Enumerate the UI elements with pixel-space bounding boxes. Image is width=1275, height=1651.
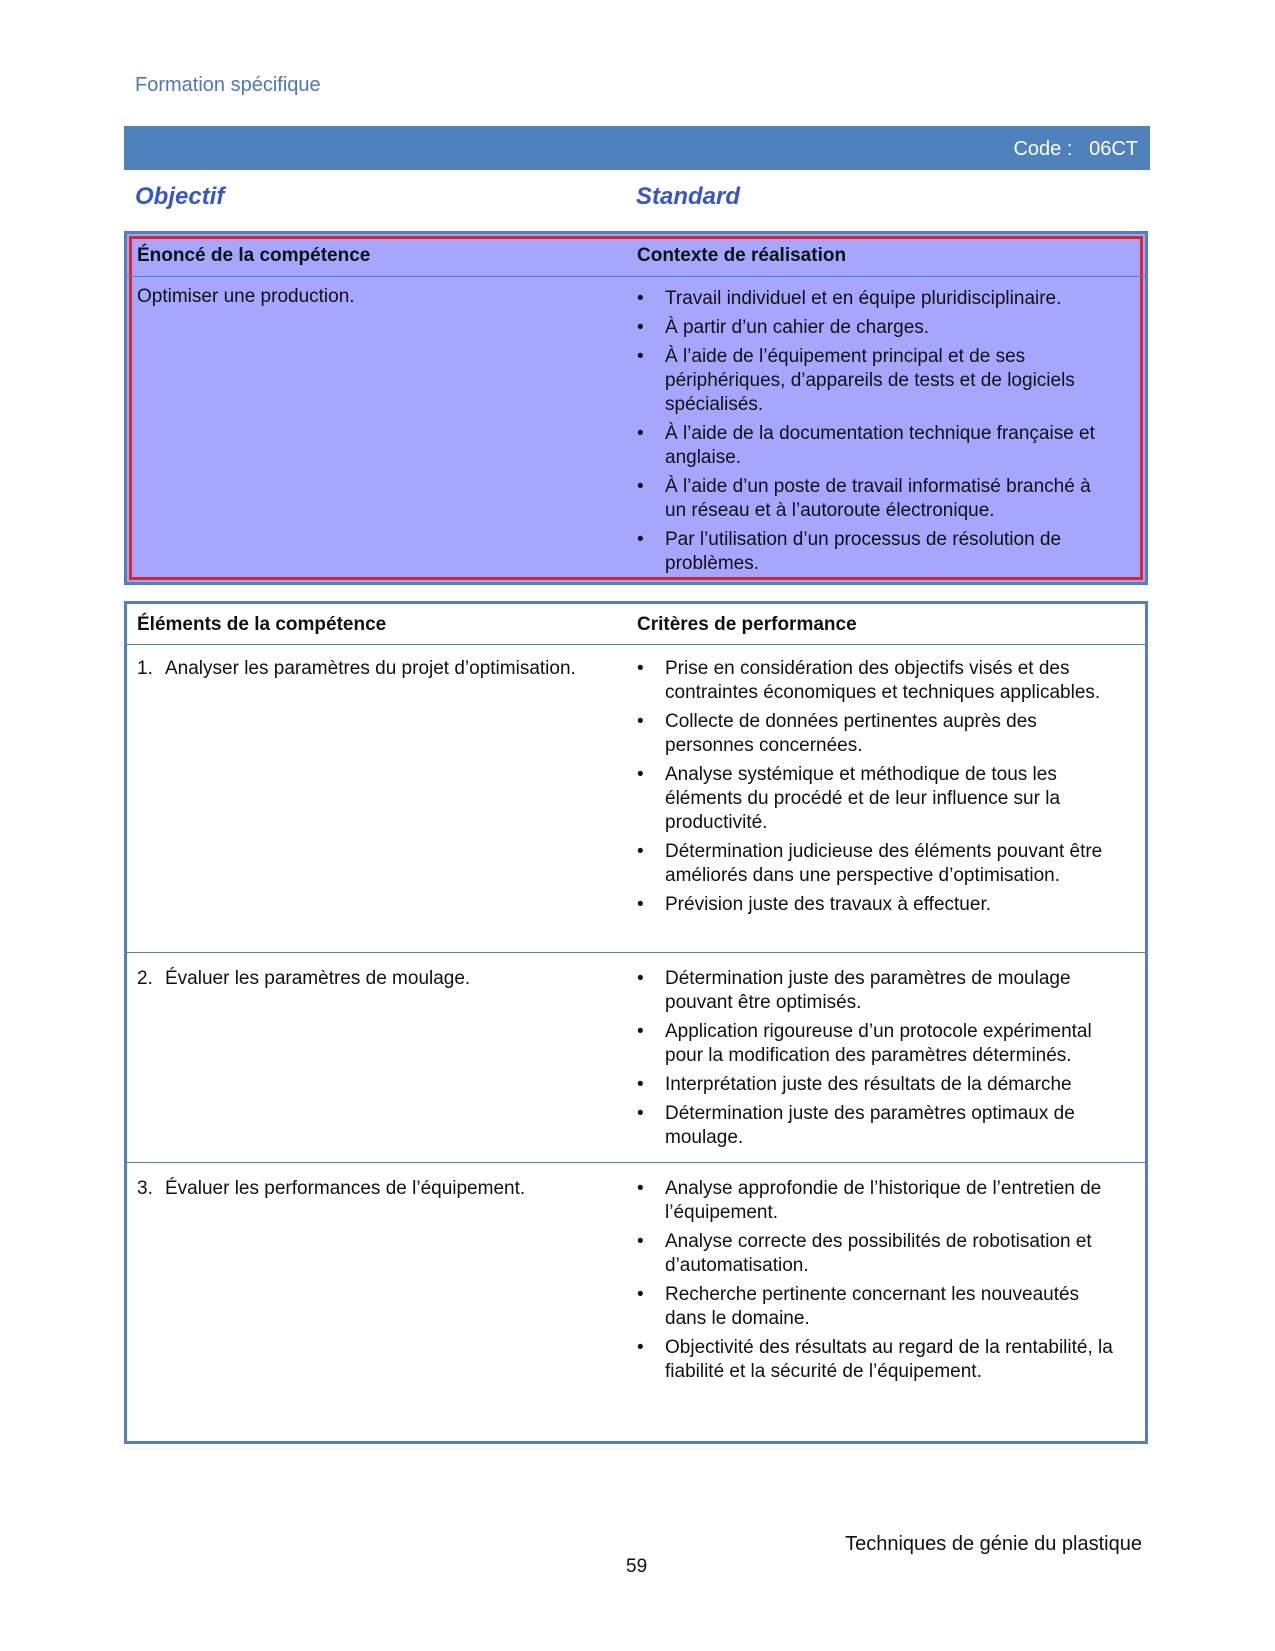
criteria-item: [637, 967, 1117, 1015]
criteria-item: [637, 710, 1117, 758]
criteria-text: Détermination juste des paramètres de moulage pouvant être optimisés.: [665, 968, 1071, 1013]
criteria-list: [637, 1177, 1117, 1389]
element-number: 3.: [137, 1178, 153, 1199]
criteria-list: [637, 967, 1117, 1155]
context-text: Travail individuel et en équipe pluridisciplinaire.: [665, 288, 1062, 309]
code-bar: [124, 126, 1150, 170]
criteria-item: [637, 1230, 1117, 1278]
criteria-text: Détermination judicieuse des éléments pouvant être améliorés dans une perspective d’optimisation.: [665, 841, 1103, 886]
context-list: [637, 287, 1117, 581]
competence-statement: Optimiser une production.: [137, 286, 355, 307]
criteria-item: [637, 840, 1117, 888]
context-text: À l’aide d’un poste de travail informatisé branché à un réseau et à l’autoroute électronique.: [665, 476, 1091, 521]
context-item: [637, 316, 1117, 340]
code-label: Code : 06CT: [1013, 138, 1138, 160]
context-text: À l’aide de la documentation technique française et anglaise.: [665, 423, 1095, 468]
element-text: Analyser les paramètres du projet d’optimisation.: [165, 658, 576, 679]
bullet-icon: •: [637, 317, 644, 338]
page-number: 59: [626, 1556, 648, 1577]
criteria-item: [637, 1283, 1117, 1331]
criteria-item: [637, 893, 1117, 917]
criteria-text: Analyse correcte des possibilités de robotisation et d’automatisation.: [665, 1231, 1092, 1276]
criteria-text: Recherche pertinente concernant les nouveautés dans le domaine.: [665, 1284, 1080, 1329]
element-text: Évaluer les paramètres de moulage.: [165, 968, 471, 989]
section-title-objectif: Objectif: [135, 183, 225, 210]
criteria-text: Collecte de données pertinentes auprès des personnes concernées.: [665, 711, 1037, 756]
criteria-text: Objectivité des résultats au regard de la rentabilité, la fiabilité et la sécurité de l’équipement.: [665, 1337, 1113, 1382]
element-item: [137, 967, 605, 991]
context-header: Contexte de réalisation: [637, 245, 847, 266]
criteria-text: Interprétation juste des résultats de la démarche: [665, 1074, 1072, 1095]
element-text: Évaluer les performances de l’équipement.: [165, 1178, 526, 1199]
criteria-item: [637, 657, 1117, 705]
bullet-icon: •: [637, 1021, 644, 1042]
context-item: [637, 528, 1117, 576]
element-item: [137, 657, 605, 681]
element-number: 2.: [137, 968, 153, 989]
bullet-icon: •: [637, 423, 644, 444]
bullet-icon: •: [637, 764, 644, 785]
bullet-icon: •: [637, 1074, 644, 1095]
bullet-icon: •: [637, 711, 644, 732]
elements-header: Éléments de la compétence: [137, 614, 387, 635]
criteria-item: [637, 763, 1117, 835]
context-text: À partir d’un cahier de charges.: [665, 317, 930, 338]
criteria-text: Prévision juste des travaux à effectuer.: [665, 894, 991, 915]
competence-header: Énoncé de la compétence: [137, 245, 371, 266]
criteria-text: Analyse systémique et méthodique de tous les éléments du procédé et de leur influence sur la productivité.: [665, 764, 1061, 833]
context-item: [637, 475, 1117, 523]
element-number: 1.: [137, 658, 153, 679]
row-divider: [127, 1162, 1145, 1163]
context-item: [637, 287, 1117, 311]
context-item: [637, 345, 1117, 417]
bullet-icon: •: [637, 658, 644, 679]
context-text: À l’aide de l’équipement principal et de ses périphériques, d’appareils de tests et de logiciels spécialisés.: [665, 346, 1075, 415]
table-row: [127, 967, 1145, 1148]
criteria-item: [637, 1020, 1117, 1068]
bullet-icon: •: [637, 894, 644, 915]
criteria-item: [637, 1102, 1117, 1150]
row-divider: [127, 952, 1145, 953]
criteria-text: Prise en considération des objectifs visés et des contraintes économiques et techniques applicables.: [665, 658, 1101, 703]
context-item: [637, 422, 1117, 470]
header-divider: [127, 644, 1145, 645]
criteria-item: [637, 1073, 1117, 1097]
section-title-standard: Standard: [636, 183, 741, 210]
bullet-icon: •: [637, 1284, 644, 1305]
bullet-icon: •: [637, 346, 644, 367]
criteria-header: Critères de performance: [637, 614, 857, 635]
bullet-icon: •: [637, 1337, 644, 1358]
criteria-item: [637, 1177, 1117, 1225]
footer-program: Techniques de génie du plastique: [845, 1533, 1142, 1555]
criteria-item: [637, 1336, 1117, 1384]
element-item: [137, 1177, 605, 1201]
elements-table: [124, 601, 1148, 1444]
bullet-icon: •: [637, 841, 644, 862]
header-label: Formation spécifique: [135, 74, 321, 96]
header-divider: [127, 276, 1145, 277]
bullet-icon: •: [637, 476, 644, 497]
criteria-text: Application rigoureuse d’un protocole expérimental pour la modification des paramètres déterminés.: [665, 1021, 1092, 1066]
bullet-icon: •: [637, 1178, 644, 1199]
criteria-text: Analyse approfondie de l’historique de l’entretien de l’équipement.: [665, 1178, 1102, 1223]
criteria-list: [637, 657, 1117, 922]
bullet-icon: •: [637, 288, 644, 309]
table-row: [127, 1177, 1145, 1382]
criteria-text: Détermination juste des paramètres optimaux de moulage.: [665, 1103, 1075, 1148]
table-row: [127, 657, 1145, 915]
bullet-icon: •: [637, 968, 644, 989]
context-text: Par l’utilisation d’un processus de résolution de problèmes.: [665, 529, 1062, 574]
bullet-icon: •: [637, 1103, 644, 1124]
bullet-icon: •: [637, 1231, 644, 1252]
competence-table: [124, 231, 1148, 585]
bullet-icon: •: [637, 529, 644, 550]
